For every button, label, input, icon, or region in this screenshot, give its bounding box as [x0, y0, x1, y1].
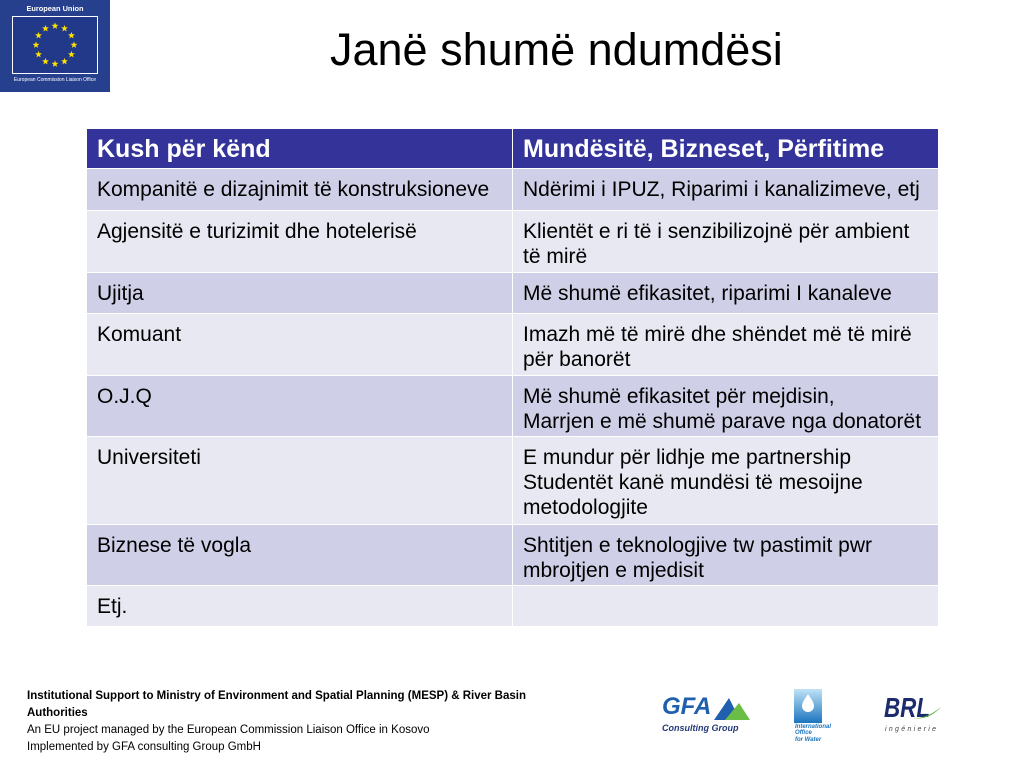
cell-benefits — [513, 314, 939, 376]
table-row — [87, 586, 939, 627]
cell-benefits-line: Imazh më të mirë dhe shëndet më të mirë — [523, 323, 912, 346]
cell-benefits — [513, 586, 939, 627]
cell-benefits-line: Më shumë efikasitet, riparimi I kanaleve — [523, 282, 892, 305]
cell-who-text: Biznese të vogla — [97, 534, 252, 557]
eu-star-icon — [52, 22, 59, 29]
table-header-row — [87, 129, 939, 169]
brl-logo — [882, 693, 944, 737]
cell-who — [87, 314, 513, 376]
iow-logo-line: Office — [795, 730, 812, 737]
table-row — [87, 211, 939, 273]
eu-logo-bottom-text: European Commission Liaison Office — [13, 77, 97, 83]
cell-who — [87, 273, 513, 314]
iow-logo-line: for Water — [795, 736, 822, 743]
table-row — [87, 525, 939, 586]
cell-who — [87, 525, 513, 586]
cell-who — [87, 586, 513, 627]
eu-star-icon — [71, 41, 78, 48]
cell-who — [87, 376, 513, 437]
brl-logo-subtitle: ingénierie — [885, 726, 939, 733]
eu-star-icon — [42, 58, 49, 65]
cell-benefits-line: Shtitjen e teknologjive tw pastimit pwr — [523, 534, 872, 557]
iow-logo-text — [795, 724, 831, 743]
cell-who-text: Komuant — [97, 323, 182, 346]
cell-benefits-line: Klientët e ri të i senzibilizojnë për ambient — [523, 220, 910, 243]
iow-logo-line: International — [795, 724, 832, 730]
cell-who-text: Kompanitë e dizajnimit të konstruksioneve — [97, 178, 490, 201]
gfa-logo-name: GFA — [662, 693, 712, 720]
eu-star-icon — [52, 60, 59, 67]
eu-star-icon — [33, 41, 40, 48]
cell-benefits-line: Ndërimi i IPUZ, Riparimi i kanalizimeve, etj — [523, 178, 920, 201]
table-row — [87, 314, 939, 376]
cell-benefits-line: për banorët — [523, 348, 631, 371]
eu-star-icon — [35, 51, 42, 58]
iow-logo — [792, 689, 838, 743]
slide-title: Janë shumë ndumdësi — [330, 24, 783, 75]
brl-swoosh-icon — [912, 706, 942, 720]
cell-who-text: Universiteti — [97, 446, 201, 469]
eu-flag-icon — [12, 16, 98, 74]
water-drop-icon — [794, 689, 822, 723]
eu-star-icon — [61, 25, 68, 32]
footer-project-title-cont: Authorities — [27, 707, 88, 719]
eu-star-icon — [68, 51, 75, 58]
eu-logo-top-text: European Union — [26, 4, 84, 13]
cell-benefits — [513, 211, 939, 273]
footer-implemented-by: Implemented by GFA consulting Group GmbH — [27, 741, 261, 753]
table-row — [87, 273, 939, 314]
cell-benefits — [513, 437, 939, 525]
cell-benefits-line: metodologjite — [523, 496, 648, 519]
cell-who — [87, 169, 513, 211]
cell-benefits — [513, 525, 939, 586]
cell-benefits — [513, 376, 939, 437]
gfa-logo-subtitle: Consulting Group — [662, 723, 739, 733]
table-row — [87, 376, 939, 437]
cell-benefits-line: E mundur për lidhje me partnership — [523, 446, 852, 469]
cell-benefits-line: Më shumë efikasitet për mejdisin, — [523, 385, 835, 408]
opportunities-table — [86, 128, 939, 627]
table-row — [87, 437, 939, 525]
cell-benefits — [513, 273, 939, 314]
footer-project-title: Institutional Support to Ministry of Environment and Spatial Planning (MESP) & River Basin — [27, 690, 527, 702]
footer-credits — [27, 688, 526, 756]
brl-logo-name: BRL — [884, 692, 931, 723]
gfa-logo — [660, 692, 752, 740]
eu-logo — [0, 0, 110, 92]
cell-who-text: Ujitja — [97, 282, 144, 305]
cell-benefits — [513, 169, 939, 211]
cell-who — [87, 211, 513, 273]
brl-swoosh — [913, 707, 941, 718]
gfa-triangle-icon — [712, 696, 750, 720]
cell-who-text: O.J.Q — [97, 385, 152, 408]
cell-benefits-line: mbrojtjen e mjedisit — [523, 559, 704, 582]
eu-star-icon — [68, 32, 75, 39]
column-header-who: Kush për kënd — [87, 129, 513, 169]
cell-who-text: Agjensitë e turizimit dhe hotelerisë — [97, 220, 417, 243]
cell-benefits-line: Marrjen e më shumë parave nga donatorët — [523, 410, 922, 433]
cell-benefits-line: të mirë — [523, 245, 588, 268]
column-header-benefits: Mundësitë, Bizneset, Përfitime — [513, 129, 939, 169]
eu-star-icon — [35, 32, 42, 39]
cell-who — [87, 437, 513, 525]
cell-benefits-line: Studentët kanë mundësi të mesoijne — [523, 471, 863, 494]
table-row — [87, 169, 939, 211]
footer-managed-by: An EU project managed by the European Commission Liaison Office in Kosovo — [27, 724, 430, 736]
eu-star-icon — [42, 25, 49, 32]
eu-stars-icon — [13, 17, 97, 73]
eu-star-icon — [61, 58, 68, 65]
cell-who-text: Etj. — [97, 595, 128, 618]
